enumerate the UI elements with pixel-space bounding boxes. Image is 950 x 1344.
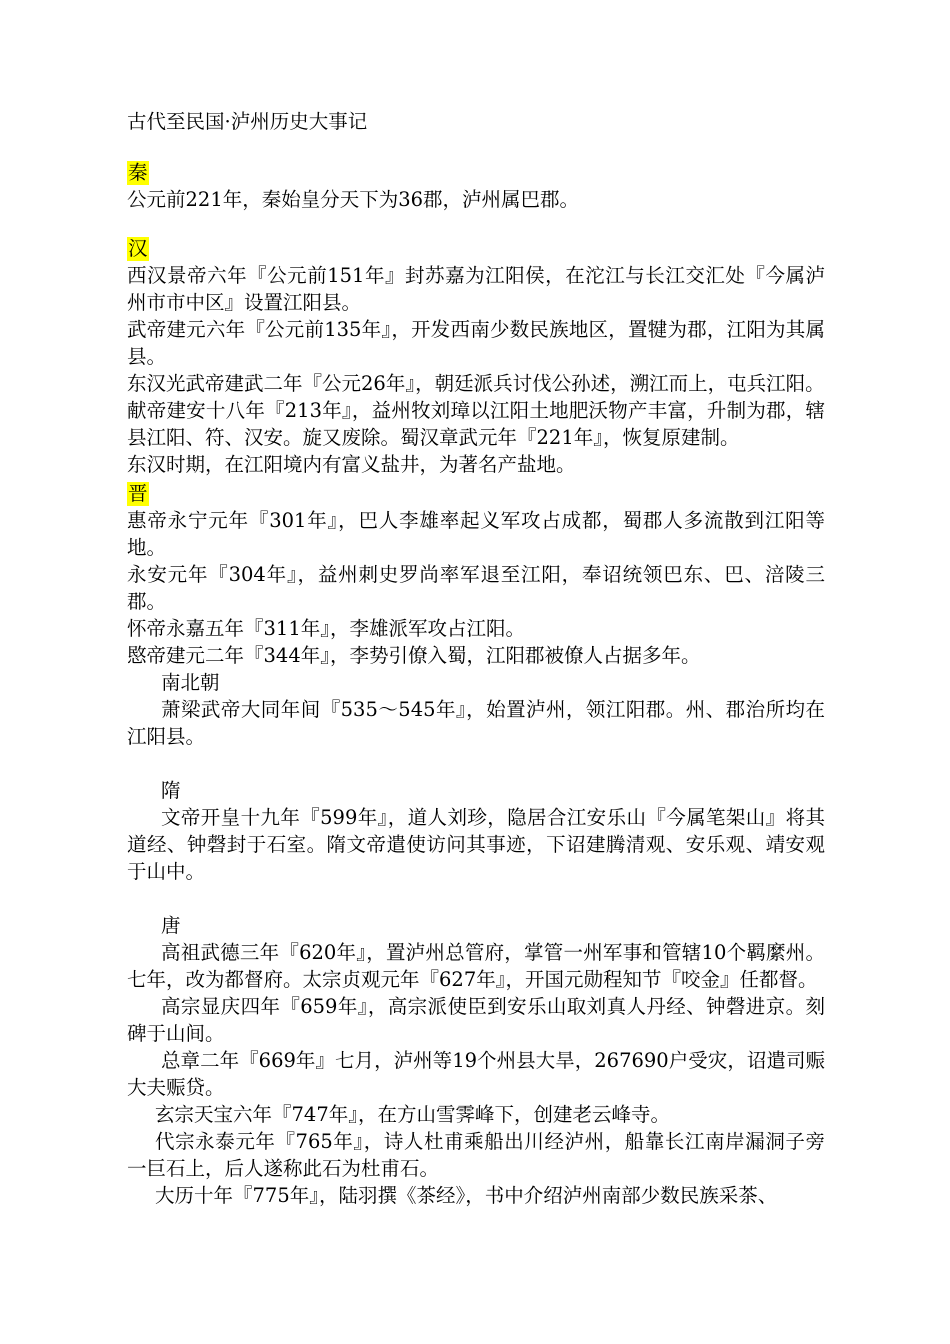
entry: 代宗永泰元年『765年』，诗人杜甫乘船出川经泸州，船靠长江南岸漏洞子旁一巨石上，后人遂称此石为杜甫石。 (127, 1130, 825, 1180)
entry: 愍帝建元二年『344年』，李势引僚入蜀，江阳郡被僚人占据多年。 (127, 644, 701, 667)
section-nanbeichao (127, 669, 825, 750)
section-jin (127, 480, 825, 669)
dynasty-heading: 南北朝 (161, 671, 220, 694)
section-qin (127, 159, 825, 213)
entry: 高祖武德三年『620年』，置泸州总管府，掌管一州军事和管辖10个羁縻州。七年，改为都督府。太宗贞观元年『627年』，开国元勋程知节『咬金』任都督。 (127, 941, 825, 991)
entry: 怀帝永嘉五年『311年』，李雄派军攻占江阳。 (127, 617, 525, 640)
dynasty-heading: 秦 (128, 161, 148, 184)
entry: 永安元年『304年』，益州刺史罗尚率军退至江阳，奉诏统领巴东、巴、涪陵三郡。 (127, 563, 825, 613)
entry: 文帝开皇十九年『599年』，道人刘珍，隐居合江安乐山『今属笔架山』将其道经、钟磬封于石室。隋文帝遣使访问其事迹，下诏建腾清观、安乐观、靖安观于山中。 (127, 806, 825, 883)
section-sui (127, 777, 825, 885)
entry: 东汉时期，在江阳境内有富义盐井，为著名产盐地。 (127, 453, 576, 476)
dynasty-heading: 隋 (161, 779, 181, 802)
dynasty-heading: 唐 (161, 914, 181, 937)
section-tang (127, 912, 825, 1209)
entry: 献帝建安十八年『213年』，益州牧刘璋以江阳土地肥沃物产丰富，升制为郡，辖县江阳、符、汉安。旋又废除。蜀汉章武元年『221年』，恢复原建制。 (127, 399, 825, 449)
entry: 惠帝永宁元年『301年』，巴人李雄率起义军攻占成都，蜀郡人多流散到江阳等地。 (127, 509, 825, 559)
entry: 公元前221年，秦始皇分天下为36郡，泸州属巴郡。 (127, 188, 580, 211)
entry: 高宗显庆四年『659年』，高宗派使臣到安乐山取刘真人丹经、钟磬进京。刻碑于山间。 (127, 995, 825, 1045)
dynasty-heading: 汉 (128, 237, 148, 260)
entry: 总章二年『669年』七月，泸州等19个州县大旱，267690户受灾，诏遣司赈大夫赈贷。 (127, 1049, 825, 1099)
entry: 萧梁武帝大同年间『535～545年』，始置泸州，领江阳郡。州、郡治所均在江阳县。 (127, 698, 825, 748)
dynasty-heading: 晋 (128, 482, 148, 505)
entry: 大历十年『775年』，陆羽撰《茶经》，书中介绍泸州南部少数民族采茶、 (155, 1184, 778, 1207)
entry: 东汉光武帝建武二年『公元26年』，朝廷派兵讨伐公孙述，溯江而上，屯兵江阳。 (127, 372, 825, 395)
section-han (127, 235, 825, 478)
document-page (127, 108, 825, 1209)
entry: 玄宗天宝六年『747年』，在方山雪霁峰下，创建老云峰寺。 (155, 1103, 670, 1126)
document-title: 古代至民国·泸州历史大事记 (127, 110, 368, 133)
entry: 西汉景帝六年『公元前151年』封苏嘉为江阳侯，在沱江与长江交汇处『今属泸州市市中区』设置江阳县。 (127, 264, 825, 314)
entry: 武帝建元六年『公元前135年』，开发西南少数民族地区，置犍为郡，江阳为其属县。 (127, 318, 825, 368)
